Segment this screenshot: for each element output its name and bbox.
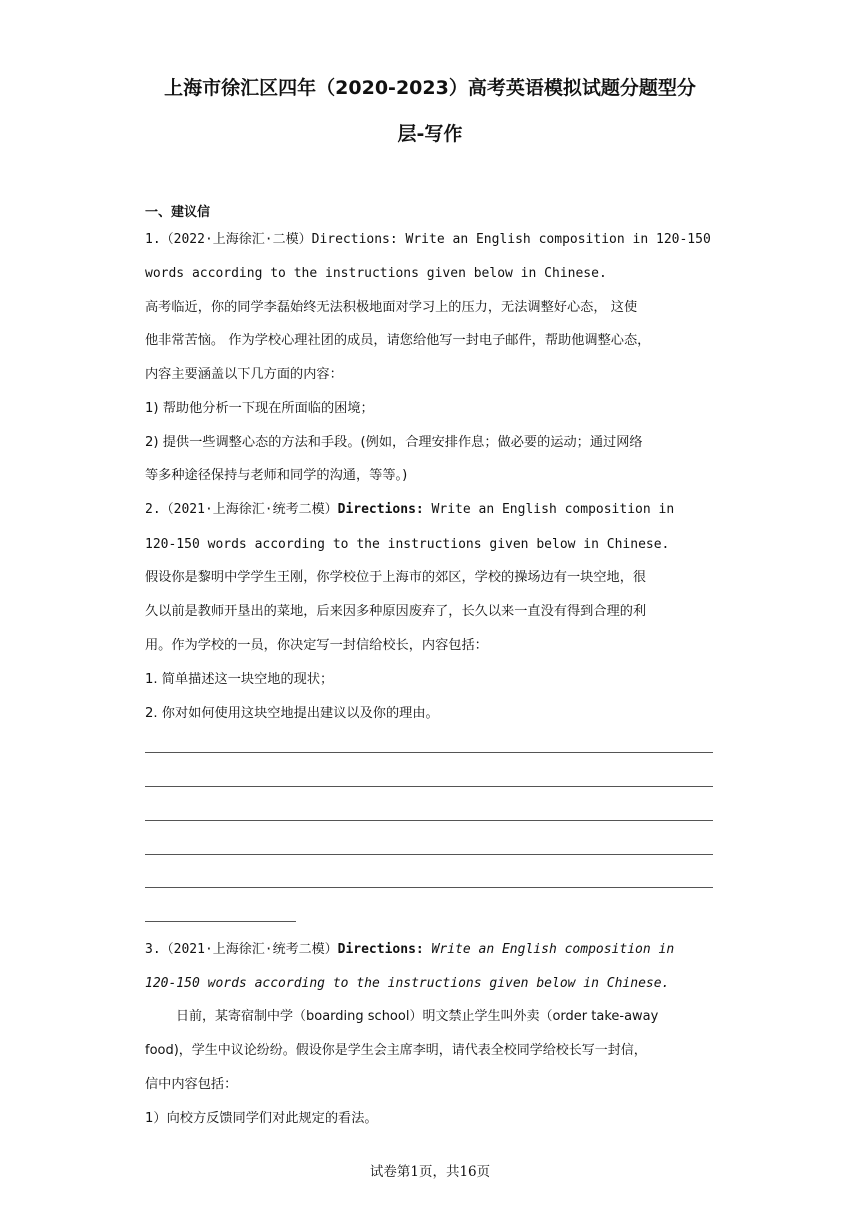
title-line-1: 上海市徐汇区四年（2020-2023）高考英语模拟试题分题型分 bbox=[164, 77, 696, 99]
q2-line-5: 用。作为学校的一员，你决定写一封信给校长，内容包括： bbox=[145, 638, 488, 653]
q2-line-1 bbox=[145, 500, 674, 520]
q1-line-6: 1) 帮助他分析一下现在所面临的困境； bbox=[145, 401, 374, 416]
q1-line-8: 等多种途径保持与老师和同学的沟通，等等。) bbox=[145, 468, 408, 483]
title-line-2: 层-写作 bbox=[397, 123, 463, 145]
q3-line-4: food)，学生中议论纷纷。假设你是学生会主席李明，请代表全校同学给校长写一封信， bbox=[145, 1043, 647, 1058]
q2-line-4: 久以前是教师开垦出的菜地，后来因多种原因废弃了，长久以来一直没有得到合理的利 bbox=[145, 604, 647, 619]
q3-prefix: 3.（2021·上海徐汇·统考二模） bbox=[145, 942, 338, 957]
answer-line bbox=[145, 854, 713, 855]
q3-line-1 bbox=[145, 940, 674, 960]
q2-line-6: 1. 简单描述这一块空地的现状； bbox=[145, 672, 334, 687]
answer-line bbox=[145, 887, 713, 888]
q2-line-7: 2. 你对如何使用这块空地提出建议以及你的理由。 bbox=[145, 706, 439, 721]
q3-line-1-rest: Write an English composition in bbox=[423, 942, 675, 957]
q3-line-2: 120-150 words according to the instructions given below in Chinese. bbox=[145, 976, 670, 991]
q2-prefix: 2.（2021·上海徐汇·统考二模） bbox=[145, 502, 338, 517]
page-footer: 试卷第1页，共16页 bbox=[369, 1164, 491, 1180]
q2-line-1-rest: Write an English composition in bbox=[423, 502, 675, 517]
section-heading: 一、建议信 bbox=[145, 205, 211, 220]
q1-line-1: 1.（2022·上海徐汇·二模）Directions: Write an English composition in 120-150 bbox=[145, 232, 711, 247]
answer-line bbox=[145, 786, 713, 787]
q2-line-2: 120-150 words according to the instructions given below in Chinese. bbox=[145, 537, 670, 552]
q3-line-5: 信中内容包括： bbox=[145, 1077, 238, 1092]
q3-line-6: 1）向校方反馈同学们对此规定的看法。 bbox=[145, 1111, 378, 1126]
q1-line-5: 内容主要涵盖以下几方面的内容： bbox=[145, 367, 343, 382]
q2-directions-label: Directions: bbox=[337, 502, 424, 517]
answer-line-short bbox=[145, 921, 296, 922]
q1-line-2: words according to the instructions given below in Chinese. bbox=[145, 266, 607, 281]
q1-line-3: 高考临近，你的同学李磊始终无法积极地面对学习上的压力，无法调整好心态， 这使 bbox=[145, 300, 638, 315]
q3-line-3: 日前，某寄宿制中学（boarding school）明文禁止学生叫外卖（order take-away bbox=[176, 1009, 659, 1024]
q2-line-3: 假设你是黎明中学学生王刚，你学校位于上海市的郊区，学校的操场边有一块空地，很 bbox=[145, 570, 647, 585]
page-title bbox=[120, 65, 740, 157]
q1-line-7: 2) 提供一些调整心态的方法和手段。(例如，合理安排作息；做必要的运动；通过网络 bbox=[145, 435, 643, 450]
answer-line bbox=[145, 820, 713, 821]
answer-line bbox=[145, 752, 713, 753]
q1-line-4: 他非常苦恼。 作为学校心理社团的成员，请您给他写一封电子邮件，帮助他调整心态， bbox=[145, 333, 651, 348]
q3-directions-label: Directions: bbox=[337, 942, 424, 957]
